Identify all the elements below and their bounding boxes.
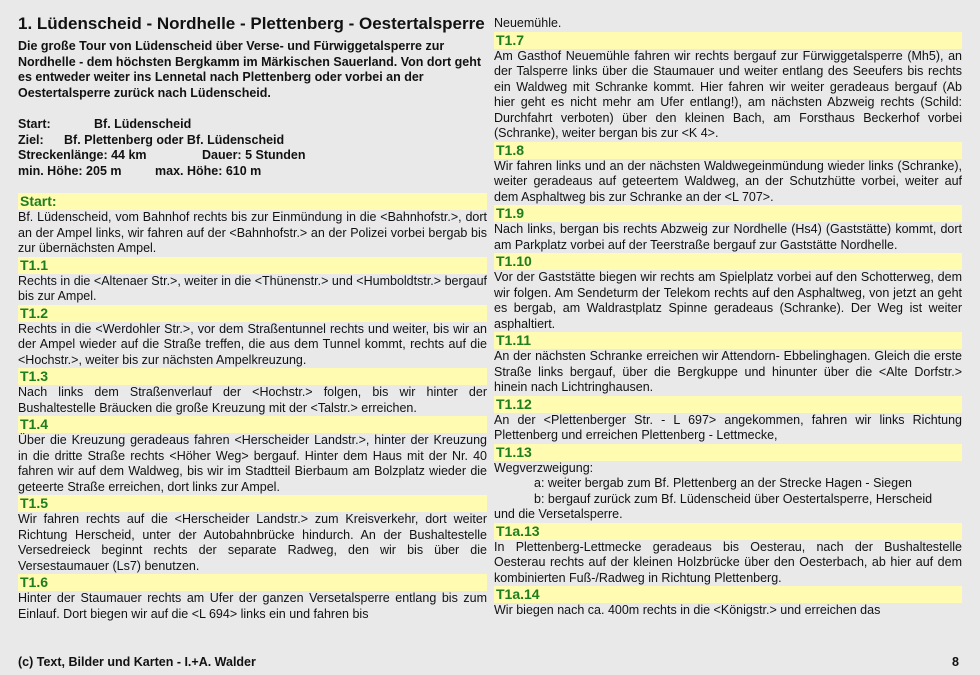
section-heading: T1.11 xyxy=(494,332,962,349)
section-text: Wir biegen nach ca. 400m rechts in die <Königstr.> und erreichen das xyxy=(494,603,881,617)
section-heading: T1.1 xyxy=(18,257,487,274)
section-t1-8 xyxy=(494,142,962,206)
option-b: b: bergauf zurück zum Bf. Lüdenscheid über Oestertalsperre, Herscheid xyxy=(534,491,933,506)
section-text: An der nächsten Schranke erreichen wir Attendorn- Ebbelinghagen. Gleich die erste Straße links bergauf, über die Bergkuppe und hinunter über die <Alte Dorfstr.> hinein nach Lichtringhausen. xyxy=(494,349,962,394)
section-text: In Plettenberg-Lettmecke geradeaus bis Oesterau, nach der Bushaltestelle Oesterau rechts auf der kleinen Holzbrücke über den Oesterbach, ab hier auf dem kombinierten Fuß-/Radweg in Richtung Plettenberg. xyxy=(494,539,962,585)
section-start xyxy=(18,193,487,257)
tour-title: 1. Lüdenscheid - Nordhelle - Plettenberg - Oestertalsperre xyxy=(18,14,485,33)
section-heading: T1.2 xyxy=(18,305,487,322)
section-t1-3 xyxy=(18,368,487,416)
section-heading: T1.5 xyxy=(18,495,487,512)
page-number: 8 xyxy=(952,655,959,669)
section-text: Nach links, bergan bis rechts Abzweig zur Nordhelle (Hs4) (Gaststätte) kommt, dort am Parkplatz vorbei auf der Teerstraße bergauf zur Gaststätte Nordhelle. xyxy=(494,222,962,252)
section-t1-11 xyxy=(494,332,962,396)
tour-meta xyxy=(18,117,487,179)
min-height-value: min. Höhe: 205 m xyxy=(18,163,122,178)
section-heading: T1.8 xyxy=(494,142,962,159)
section-heading: T1.7 xyxy=(494,32,962,49)
section-text: Am Gasthof Neuemühle fahren wir rechts bergauf zur Fürwiggetalsperre (Mh5), an der Talsperre links über die Staumauer und weiter entlang des Seeufers bis rechts ein Waldweg mit Schranke kommt. Hier fahren wir weiter geradeaus bergauf (Ab hier geht es nicht mehr am Ufer entlang!), am nächsten Abzweig rechts (Schild: Durchfahrt verboten) über den kleinen Bach, am Forsthaus Beckerhof vorbei (Schranke), weiter bergan bis zur <K 4>. xyxy=(494,48,962,140)
section-text: Vor der Gaststätte biegen wir rechts am Spielplatz vorbei auf den Schotterweg, dem wir folgen. Am Sendeturm der Telekom rechts auf den Asphaltweg, von jetzt an geht es bergab, am Waldrastplatz Spinne geradeaus (Schranke). Der Weg ist weiter asphaltiert. xyxy=(494,270,962,331)
section-heading: T1.13 xyxy=(494,444,962,461)
section-t1-2 xyxy=(18,305,487,369)
section-text: Wir fahren rechts auf die <Herscheider Landstr.> zum Kreisverkehr, dort weiter Richtung Herscheid, unter der Autobahnbrücke hindurch. An der Bushaltestelle Versedreieck beginnt rechts der separate Radweg, den wir bis über die Versestaumauer (Ls7) benutzen. xyxy=(18,512,487,573)
section-text: Wegverzweigung: xyxy=(494,460,594,475)
section-t1-9 xyxy=(494,205,962,253)
section-text: Bf. Lüdenscheid, vom Bahnhof rechts bis zur Einmündung in die <Bahnhofstr.>, dort an der Ampel links, wir fahren auf der <Bahnhofstr.> an der Polizei vorbei bergab bis zur übernächsten Ampel. xyxy=(18,210,487,255)
section-heading: T1.9 xyxy=(494,205,962,222)
section-heading: T1.6 xyxy=(18,574,487,591)
tour-intro: Die große Tour von Lüdenscheid über Verse- und Fürwiggetalsperre zur Nordhelle - dem höchsten Bergkamm im Märkischen Sauerland. Von dort geht es entweder weiter ins Lennetal nach Plettenberg oder vorbei an der Oestertalsperre zurück nach Lüdenscheid. xyxy=(18,39,482,100)
section-text: Über die Kreuzung geradeaus fahren <Herscheider Landstr.>, hinter der Kreuzung in die dritte Straße rechts <Höher Weg> bergauf. Hinter dem Haus mit der Nr. 40 fahren wir auf dem Waldweg, bis wir im Stadtteil Bierbaum am Bolzplatz wieder die geteerte Straße erreichen, dort links zur Ampel. xyxy=(18,433,487,494)
max-height-value: max. Höhe: 610 m xyxy=(155,163,262,178)
ziel-label: Ziel: xyxy=(18,132,44,147)
section-t1-5 xyxy=(18,495,487,574)
section-text: Rechts in die <Werdohler Str.>, vor dem Straßentunnel rechts und weiter, bis wir an der Ampel wieder auf die Straße treffen, die aus dem Tunnel kommt, rechts auf die <Hochstr.>, weiter bis zur nächsten Ampelkreuzung. xyxy=(18,321,487,367)
ziel-value: Bf. Plettenberg oder Bf. Lüdenscheid xyxy=(64,132,285,147)
section-text: Rechts in die <Altenaer Str.>, weiter in die <Thünenstr.> und <Humboldtstr.> bergauf bis zur Ampel. xyxy=(18,273,487,303)
section-t1a-14 xyxy=(494,586,962,619)
length-value: Streckenlänge: 44 km xyxy=(18,148,147,162)
section-text: Hinter der Staumauer rechts am Ufer der ganzen Versetalsperre entlang bis zum Einlauf. Dort biegen wir auf die <L 694> links ein und fahren bis xyxy=(18,591,487,621)
right-column xyxy=(494,0,962,619)
duration-value: Dauer: 5 Stunden xyxy=(202,148,306,162)
section-heading: Start: xyxy=(18,193,487,210)
section-t1-7 xyxy=(494,32,962,142)
section-t1-6 xyxy=(18,574,487,622)
section-text-tail: und die Versetalsperre. xyxy=(494,507,623,521)
section-heading: T1a.14 xyxy=(494,586,962,603)
section-heading: T1.3 xyxy=(18,368,487,385)
left-column xyxy=(18,0,487,622)
section-t1-13 xyxy=(494,444,962,523)
copyright-footer: (c) Text, Bilder und Karten - I.+A. Walder xyxy=(18,655,256,669)
section-heading: T1.10 xyxy=(494,253,962,270)
section-t1-10 xyxy=(494,253,962,332)
section-t1-12 xyxy=(494,396,962,444)
option-a: a: weiter bergab zum Bf. Plettenberg an der Strecke Hagen - Siegen xyxy=(534,476,912,490)
section-text: Wir fahren links und an der nächsten Waldwegeinmündung wieder links (Schranke), weiter geradeaus auf geteertem Waldweg, an der Schutzhütte vorbei, weiter auf dem Asphaltweg bis zur Schranke an der <L 707>. xyxy=(494,158,962,204)
section-t1-1 xyxy=(18,257,487,305)
continued-text: Neuemühle. xyxy=(494,16,562,30)
section-heading: T1.12 xyxy=(494,396,962,413)
section-t1a-13 xyxy=(494,523,962,587)
section-text: An der <Plettenberger Str. - L 697> angekommen, fahren wir links Richtung Plettenberg und erreichen Plettenberg - Lettmecke, xyxy=(494,412,962,442)
section-heading: T1.4 xyxy=(18,416,487,433)
start-value: Bf. Lüdenscheid xyxy=(94,117,192,131)
section-heading: T1a.13 xyxy=(494,523,962,540)
section-t1-4 xyxy=(18,416,487,495)
section-text: Nach links dem Straßenverlauf der <Hochstr.> folgen, bis wir hinter der Bushaltestelle Bräucken die große Kreuzung mit der <Talstr.> erreichen. xyxy=(18,385,487,415)
start-label: Start: xyxy=(18,117,51,131)
